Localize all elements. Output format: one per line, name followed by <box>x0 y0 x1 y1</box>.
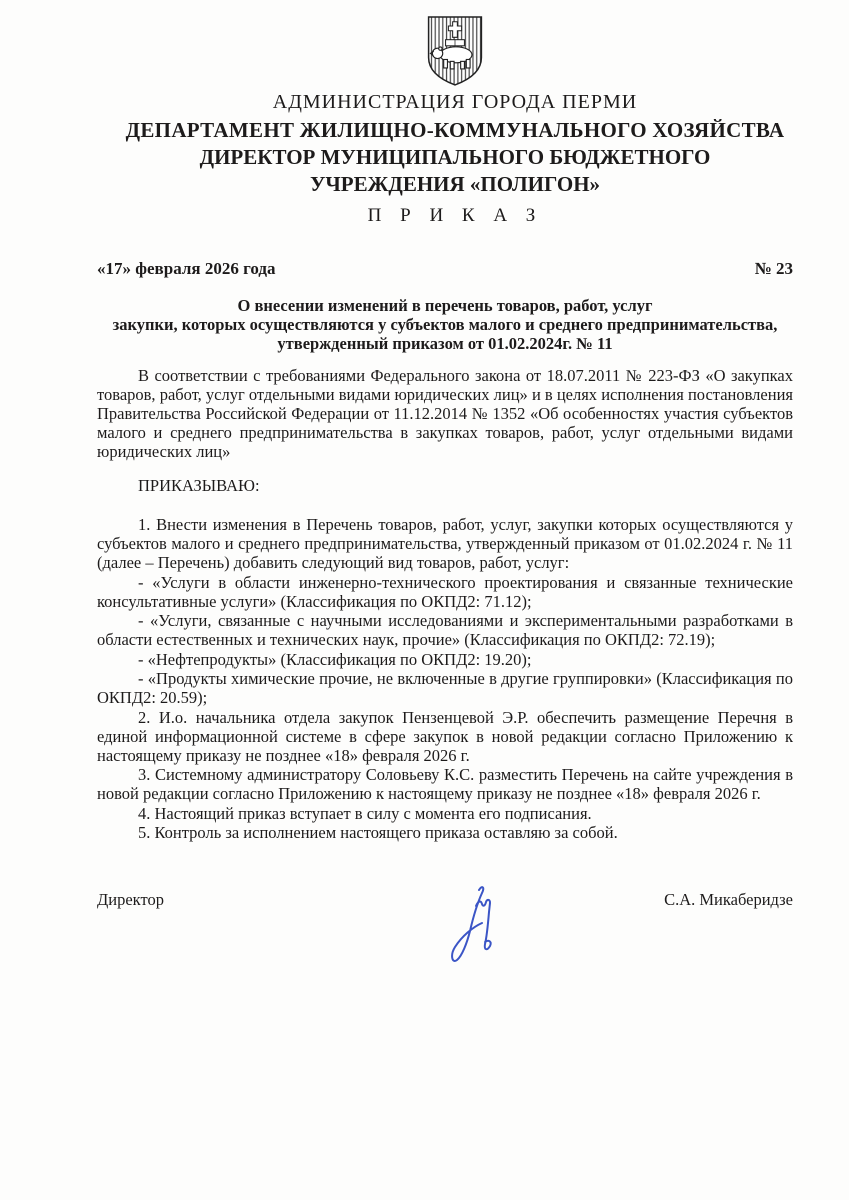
preamble-paragraph: В соответствии с требованиями Федерального закона от 18.07.2011 № 223-ФЗ «О закупках товаров, работ, услуг отдельными видами юридических лиц» и в целях исполнения постановления Правительства Российской Федерации от 11.12.2014 № 1352 «Об особенностях участия субъектов малого и среднего предпринимательства в закупках товаров, работ, услуг отдельными видами юридических лиц» <box>97 366 793 461</box>
department-name: ДЕПАРТАМЕНТ ЖИЛИЩНО-КОММУНАЛЬНОГО ХОЗЯЙСТВА <box>125 118 785 142</box>
document-type-title: П Р И К А З <box>367 205 543 226</box>
order-item: 2. И.о. начальника отдела закупок Пензенцевой Э.Р. обеспечить размещение Перечня в единой информационной системе в сфере закупок в новой редакции согласно Приложению к настоящему приказу не позднее «18» февраля 2026 г. <box>97 707 793 765</box>
order-word: ПРИКАЗЫВАЮ: <box>138 476 260 495</box>
organization-name: АДМИНИСТРАЦИЯ ГОРОДА ПЕРМИ <box>272 91 638 113</box>
signer-position: Директор <box>97 890 164 909</box>
document-subject <box>97 296 793 353</box>
subject-line-2: закупки, которых осуществляются у субъектов малого и среднего предпринимательства, <box>112 315 778 334</box>
order-item: - «Услуги в области инженерно-технического проектирования и связанные технические консультативные услуги» (Классификация по ОКПД2: 71.12); <box>97 572 793 611</box>
order-item: 3. Системному администратору Соловьеву К.С. разместить Перечень на сайте учреждения в новой редакции согласно Приложению к настоящему приказу не позднее «18» февраля 2026 г. <box>97 765 793 803</box>
order-item: - «Продукты химические прочие, не включенные в другие группировки» (Классификация по ОКПД2: 20.59); <box>97 669 793 707</box>
order-item: 4. Настоящий приказ вступает в силу с момента его подписания. <box>138 803 592 823</box>
handwritten-signature-icon <box>449 884 497 979</box>
order-items <box>97 515 793 842</box>
order-item: 5. Контроль за исполнением настоящего приказа оставляю за собой. <box>138 823 618 842</box>
signer-name: С.А. Микаберидзе <box>664 890 793 909</box>
document-content <box>97 0 793 910</box>
document-header <box>107 0 803 227</box>
order-item: - «Услуги, связанные с научными исследованиями и экспериментальными разработками в области естественных и технических наук, прочие» (Классификация по ОКПД2: 72.19); <box>97 611 793 649</box>
subject-line-3: утвержденный приказом от 01.02.2024г. № 11 <box>277 334 613 353</box>
perm-coat-of-arms-icon <box>422 14 488 88</box>
order-item: - «Нефтепродукты» (Классификация по ОКПД2: 19.20); <box>138 649 532 669</box>
document-meta-row <box>97 259 793 279</box>
order-item: 1. Внести изменения в Перечень товаров, работ, услуг, закупки которых осуществляются у субъектов малого и среднего предпринимательства, утвержденный приказом от 01.02.2024 г. № 11 (далее – Перечень) добавить следующий вид товаров, работ, услуг: <box>97 515 793 572</box>
document-number: № 23 <box>754 259 793 278</box>
signature-row <box>97 890 793 910</box>
subject-line-1: О внесении изменений в перечень товаров, работ, услуг <box>237 296 653 315</box>
document-date: «17» февраля 2026 года <box>97 259 276 278</box>
director-line-1: ДИРЕКТОР МУНИЦИПАЛЬНОГО БЮДЖЕТНОГО <box>199 145 711 169</box>
director-line-2: УЧРЕЖДЕНИЯ «ПОЛИГОН» <box>309 172 601 196</box>
